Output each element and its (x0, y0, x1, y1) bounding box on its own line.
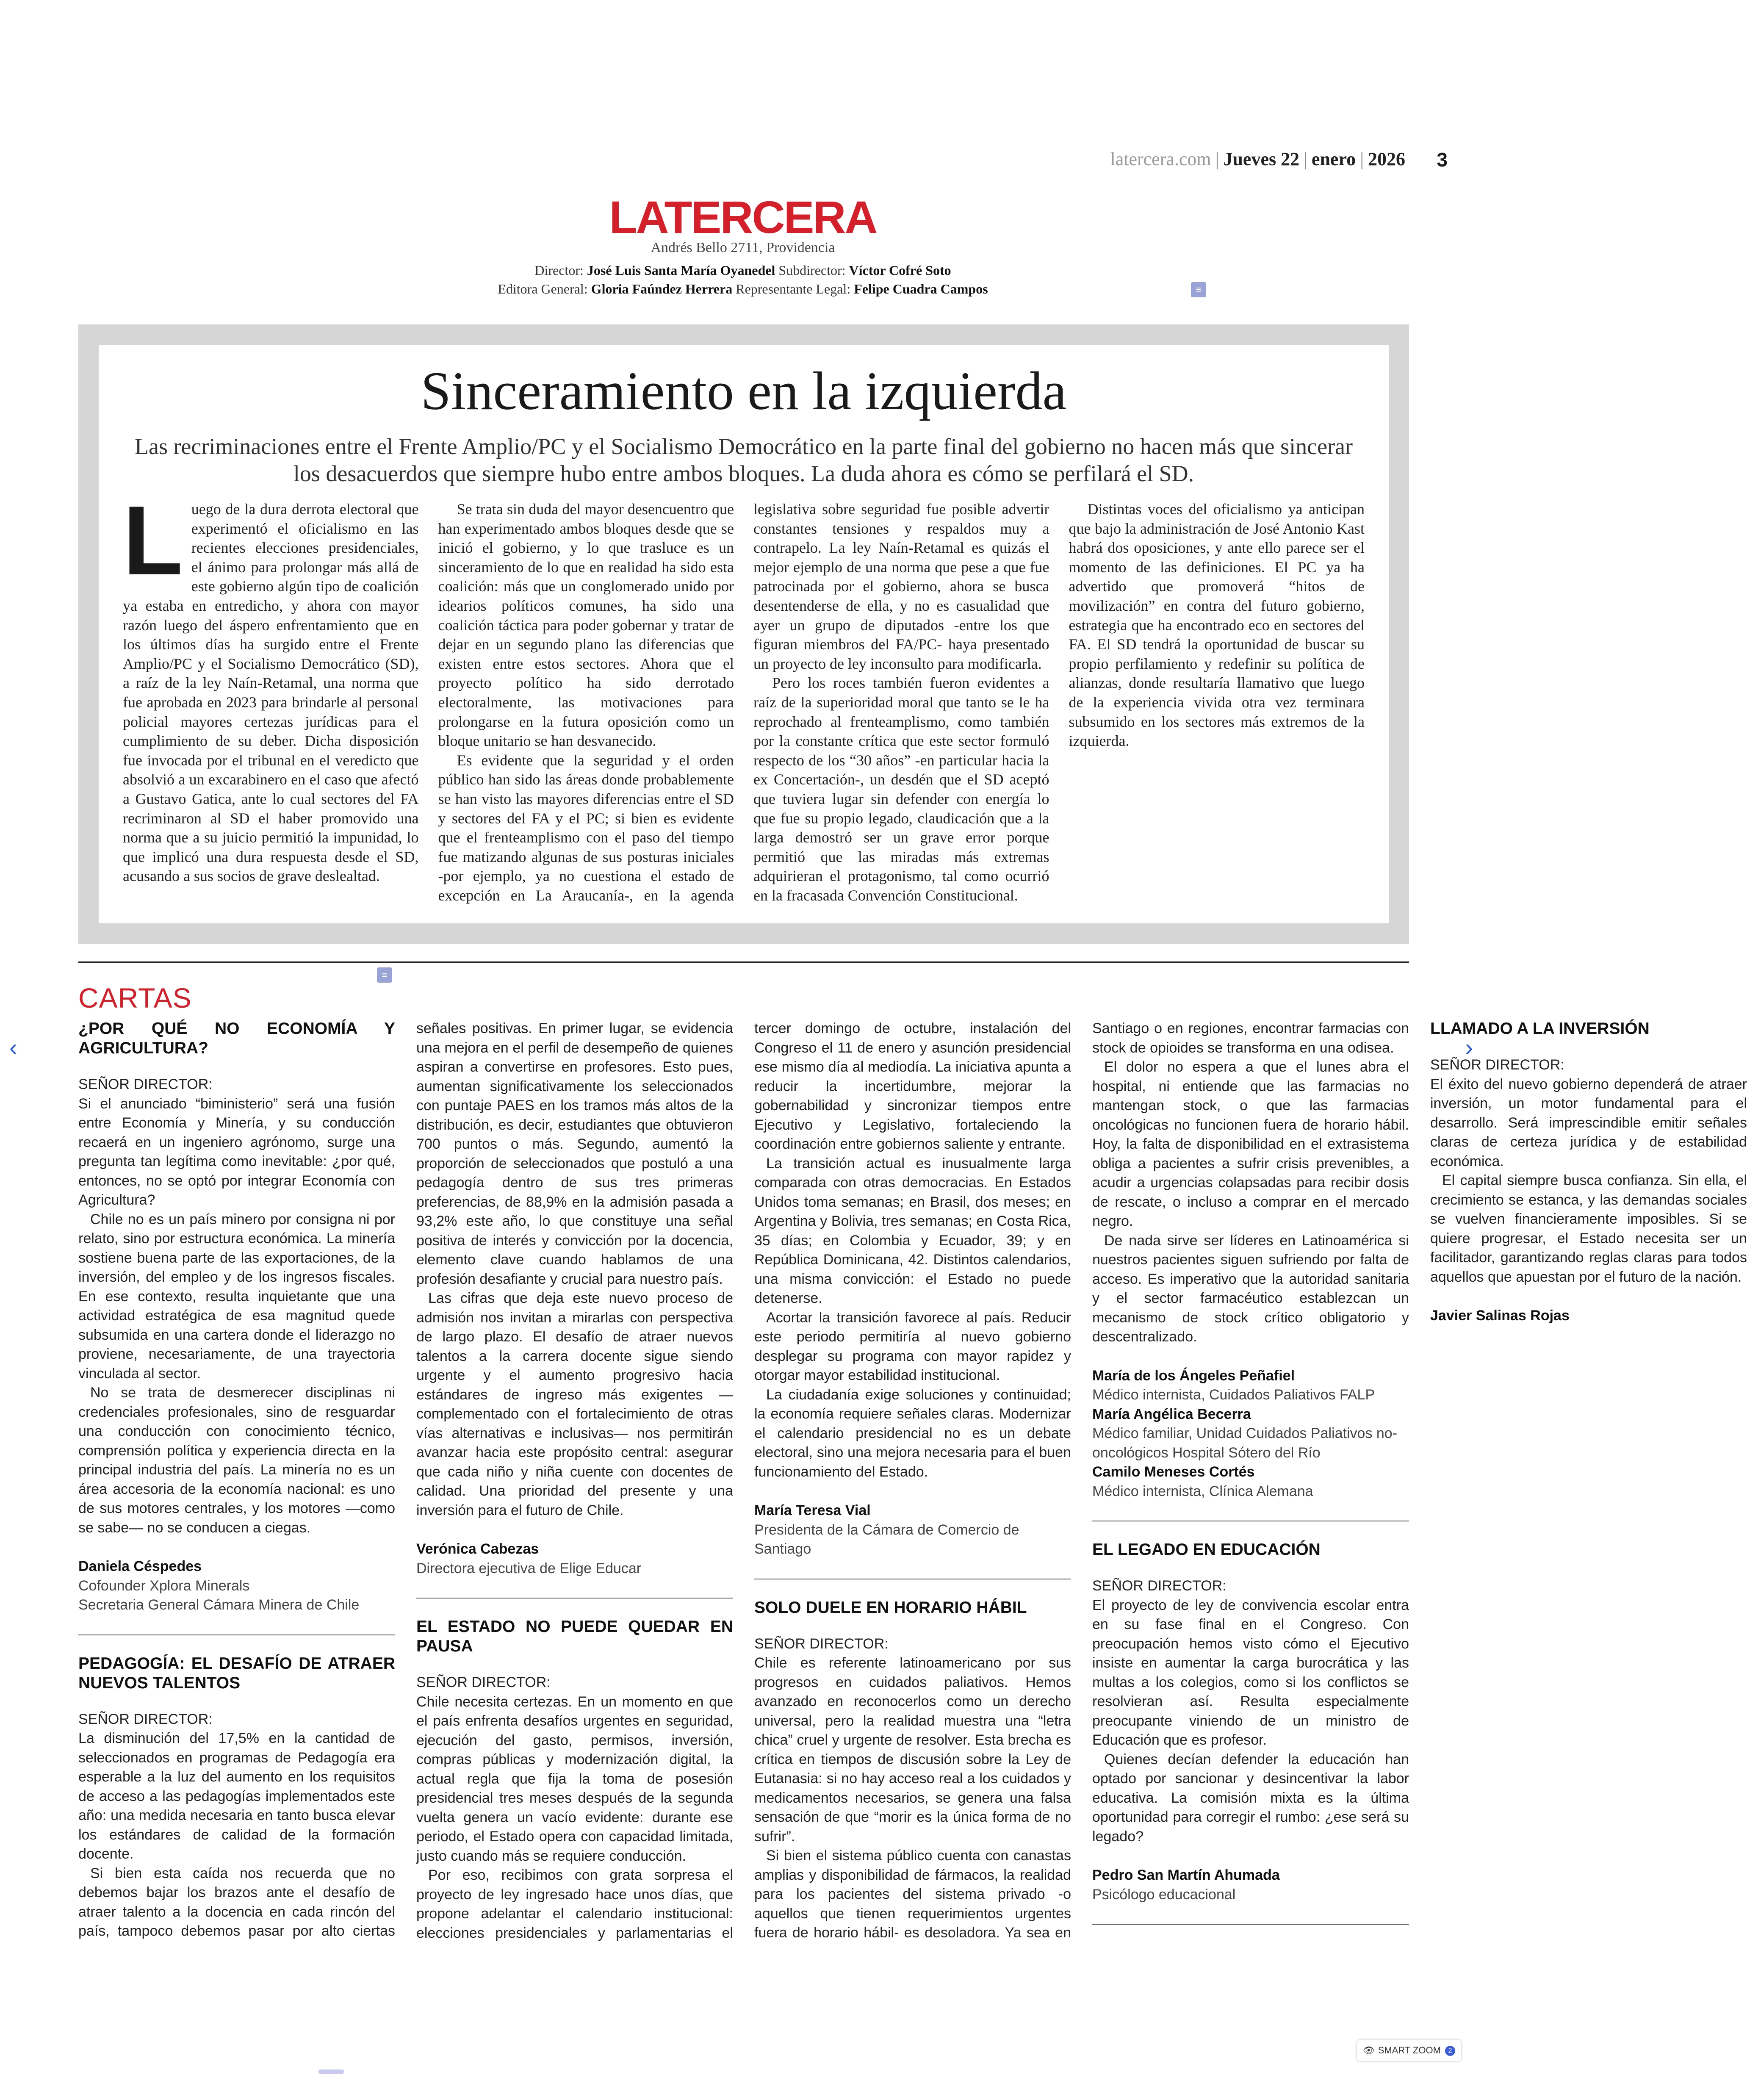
site-url: latercera.com (1110, 149, 1211, 169)
letter-signature: Javier Salinas Rojas (1430, 1308, 1570, 1324)
eye-icon: 👁 (1362, 2045, 1375, 2056)
letter-signature: María Angélica Becerra (1092, 1406, 1251, 1422)
letter-paragraph: Si bien esta caída nos recuerda que no debemos bajar los brazos ante el desafío de atraer talento a la docencia en cada rincón del país, tampoco debemos pasar por alto ciertas señales positivas. En primer lugar, se evidencia una mejora en el perfil de desempeño de quienes aspiran a convertirse en profesores. Esto pues, aumentan significativamente los seleccionados con puntaje PAES en los tramos más altos de la distribución, es decir, estudiantes que obtuvieron 700 puntos o más. Segundo, aumentó la proporción de seleccionados que postuló a una pedagogía dentro de sus tres primeras preferencias, de 88,9% en la admisión pasada a 93,2% este año, lo que constituye una señal positiva de interés y convicción por la docencia, elemento clave cuando hablamos de una profesión desafiante y crucial para nuestro país. (78, 1020, 733, 1939)
letter-paragraph: Si el anunciado “biministerio” será una fusión entre Economía y Minería, y su conducción recaerá en un ingeniero agrónomo, surge una pregunta tan legítima como inevitable: ¿por qué, entonces, no se optó por integrar Economía con Agricultura? (78, 1095, 395, 1208)
letter-paragraph: Chile necesita certezas. En un momento en que el país enfrenta desafíos urgentes en seguridad, ejecución del gasto, permisos, inversión, compras públicas y modernización digital, la actual regla que fija la toma de posesión presidencial tres meses después de la segunda vuelta genera un vacío evidente: durante ese periodo, el Estado opera con capacidad limitada, justo cuando más se requiere conducción. (416, 1693, 733, 1864)
page-scroll-indicator[interactable] (318, 2070, 344, 2074)
representante-name: Felipe Cuadra Campos (854, 281, 988, 296)
letter-signature: María Teresa Vial (754, 1502, 871, 1518)
previous-page-icon[interactable]: ‹ (9, 1034, 17, 1061)
letter-paragraph: Si bien el sistema público cuenta con canastas amplias y disponibilidad de fármacos, la realidad para los pacientes del sistema privado -o aquellos que tienen requerimientos urgentes fuera de horario hábil- es desoladora. Ya sea en Santiago o en regiones, encontrar farmacias con stock de opioides se transforma en una odisea. (754, 1020, 1409, 1941)
letter-title: SOLO DUELE EN HORARIO HÁBIL (754, 1598, 1027, 1617)
editorial-deck: Las recriminaciones entre el Frente Amplio/PC y el Socialismo Democrático en la parte final del gobierno no hacen más que sincerar los desacuerdos que siempre hubo entre ambos bloques. La duda ahora es cómo se perfilará el SD. (134, 434, 1353, 486)
date-month: enero (1311, 149, 1356, 169)
letter-role: Psicólogo educacional (1092, 1886, 1236, 1903)
next-page-icon[interactable]: › (1465, 1034, 1473, 1061)
section-title-cartas: CARTAS (78, 982, 192, 1014)
letter-paragraph: Acortar la transición favorece al país. Reducir este periodo permitiría al nuevo gobierno desplegar su programa con mayor rapidez y otorgar mayor estabilidad institucional. (754, 1309, 1071, 1383)
letter-signature: María de los Ángeles Peñafiel (1092, 1367, 1295, 1384)
letter-role: Presidenta de la Cámara de Comercio de Santiago (754, 1521, 1019, 1557)
newspaper-logo: LATERCERA (609, 191, 877, 243)
letter-paragraph: Chile es referente latinoamericano por sus progresos en cuidados paliativos. Hemos avanzado en reconocerlos como un derecho universal, pero la realidad muestra una “letra chica” cruel y urgente de resolver. Esta brecha es crítica en tiempos de discusión sobre la Ley de Eutanasia: si no hay acceso real a los cuidados y medicamentos necesarios, se genera una falsa sensación de que “morir es la única forma de no sufrir”. (754, 1655, 1071, 1845)
letter-paragraph: El capital siempre busca confianza. Sin ella, el crecimiento se estanca, y las demandas sociales se vuelven financieramente imposibles. Si se quiere progresar, el Estado necesita ser un facilitador, garantizando reglas claras para todos aquellos que apuestan por el futuro de la nación. (1430, 1172, 1747, 1285)
letter-paragraph: La disminución del 17,5% en la cantidad de seleccionados en programas de Pedagogía era esperable a la luz del aumento en los requisitos de acceso a las pedagogías implementados este año: una medida necesaria en tanto busca elevar los estándares de calidad de la formación docente. (78, 1730, 395, 1862)
letter-divider (1092, 1924, 1409, 1925)
letter-paragraph: No se trata de desmerecer disciplinas ni credenciales profesionales, sino de resguardar una conducción con conocimiento técnico, comprensión política y experiencia directa en la principal industria del país. La minería no es un área accesoria de la economía nacional: es uno de sus motores centrales, y los motores —como se sabe— no se conducen a ciegas. (78, 1385, 395, 1536)
letters-flow (78, 1019, 1747, 1959)
letter-salute: SEÑOR DIRECTOR: (78, 1076, 213, 1092)
text-view-icon[interactable]: ≡ (377, 967, 392, 983)
letter-signature: Verónica Cabezas (416, 1541, 539, 1557)
address: Andrés Bello 2711, Providencia (651, 240, 835, 255)
section-divider (78, 961, 1409, 963)
editorial-paragraph-5: Distintas voces del oficialismo ya anticipan que bajo la administración de José Antonio Kast habrá dos oposiciones, y ante ello parece ser el momento de las definiciones. El PC ya ha advertido que promoverá “hitos de movilización” en contra del futuro gobierno, estrategia que ha encontrado eco en sectores del FA. El SD tendrá la oportunidad de buscar su propio perfilamiento y redefinir su política de alianzas, donde resultaría llamativo que luego de la experiencia vivida otra vez terminara subsumido en los sectores más extremos de la izquierda. (1069, 501, 1365, 750)
letter-salute: SEÑOR DIRECTOR: (754, 1635, 889, 1652)
staff-line-2: Editora General: Gloria Faúndez Herrera Representante Legal: Felipe Cuadra Campos (498, 281, 988, 296)
date-year: 2026 (1368, 149, 1405, 169)
letter-paragraph: Las cifras que deja este nuevo proceso de admisión nos invitan a mirarlas con perspectiva de largo plazo. El desafío de atraer nuevos talentos a la carrera docente sigue siendo urgente y el aumento progresivo hacia estándares de ingreso más exigentes —complementado con el fortalecimiento de otras vías alternativas e inclusivas— nos permitirán avanzar hacia este propósito central: asegurar que cada niño y niña cuente con docentes de calidad. Una prioridad del presente y una inversión para el futuro de Chile. (416, 1290, 733, 1518)
letter-salute: SEÑOR DIRECTOR: (78, 1711, 213, 1727)
editorial-paragraph-4: Pero los roces también fueron evidentes a raíz de la superioridad moral que tanto se le ha reprochado al frenteamplismo, como también por la constante crítica que este sector formuló respecto de los “30 años” -en particular hacia la ex Concertación-, un desdén que el SD aceptó que tuviera lugar sin defender con energía lo que fue su propio legado, claudicación que a la larga demostró ser un grave error porque permitió que las miradas más extremas adquirieran el protagonismo, tal como ocurrió en la fracasada Convención Constitucional. (753, 674, 1049, 904)
letter-role: Médico familiar, Unidad Cuidados Paliativos no-oncológicos Hospital Sótero del Río (1092, 1425, 1398, 1461)
letter-title: PEDAGOGÍA: EL DESAFÍO DE ATRAER NUEVOS TALENTOS (78, 1654, 395, 1692)
letter-title: LLAMADO A LA INVERSIÓN (1430, 1020, 1650, 1038)
letter-role: Médico internista, Cuidados Paliativos FALP (1092, 1387, 1375, 1403)
letter-title: ¿POR QUÉ NO ECONOMÍA Y AGRICULTURA? (78, 1020, 395, 1057)
editora-name: Gloria Faúndez Herrera (591, 281, 733, 296)
letter-salute: SEÑOR DIRECTOR: (416, 1674, 551, 1690)
letter-salute: SEÑOR DIRECTOR: (1430, 1057, 1564, 1073)
editorial-body (123, 486, 1365, 915)
page-number: 3 (1437, 149, 1448, 171)
letter-title: EL ESTADO NO PUEDE QUEDAR EN PAUSA (416, 1618, 733, 1655)
letter-paragraph: El proyecto de ley de convivencia escolar entra en su fase final en el Congreso. Con preocupación hemos visto cómo el Ejecutivo insiste en aumentar la carga burocrática y las multas a los colegios, como si los conflictos se resolvieran así. Resulta especialmente preocupante viniendo de un ministro de Educación que es profesor. (1092, 1597, 1409, 1748)
letter-role: Secretaria General Cámara Minera de Chile (78, 1597, 360, 1613)
letter-paragraph: El éxito del nuevo gobierno dependerá de atraer inversión, un motor fundamental para el desarrollo. Será imprescindible emitir señales claras de certeza jurídica y de estabilidad económica. (1430, 1076, 1747, 1169)
smart-zoom-button[interactable] (1357, 2040, 1461, 2061)
letter-role: Médico internista, Clínica Alemana (1092, 1483, 1313, 1499)
letter-paragraph: Por eso, recibimos con grata sorpresa el proyecto de ley ingresado hace unos días, que propone adelantar el calendario institucional: elecciones presidenciales y parlamentarias el tercer domingo de octubre, instalación del Congreso el 11 de enero y asunción presidencial ese mismo día al mediodía. La iniciativa apunta a reducir la incertidumbre, mejorar la gobernabilidad y sincronizar tiempos entre Ejecutivo y Legislativo, fortaleciendo la coordinación entre gobiernos saliente y entrante. (416, 1020, 1071, 1941)
letter-paragraph: Chile no es un país minero por consigna ni por relato, sino por estructura económica. La minería sostiene buena parte de las exportaciones, de la inversión, del empleo y de los ingresos fiscales. En ese contexto, resulta inquietante que una actividad estratégica de esa magnitud quede subsumida en una cartera donde el liderazgo no proviene, necesariamente, de una trayectoria vinculada al sector. (78, 1211, 395, 1382)
letter-paragraph: De nada sirve ser líderes en Latinoamérica si nuestros pacientes siguen sufriendo por falta de acceso. Es imperativo que la autoridad sanitaria y el sector farmacéutico establezcan un mecanismo de stock crítico obligatorio y descentralizado. (1092, 1232, 1409, 1345)
letter-signature: Camilo Meneses Cortés (1092, 1464, 1255, 1480)
letter-paragraph: El dolor no espera a que el lunes abra el hospital, ni entiende que las farmacias no mantengan stock, o que las farmacias oncológicas no funcionen fuera de horario hábil. Hoy, la falta de disponibilidad en el extrasistema obliga a pacientes a sufrir crisis prevenibles, a acudir a urgencias colapsadas para recibir dosis de rescate, o incluso a comprar en el mercado negro. (1092, 1059, 1409, 1229)
editorial-title: Sinceramiento en la izquierda (421, 361, 1067, 421)
letter-paragraph: La transición actual es inusualmente larga comparada con otras democracias. En Estados Unidos toma semanas; en Brasil, dos meses; en Argentina y Bolivia, tres semanas; en Costa Rica, 35 días; en Colombia y Ecuador, 39; y en República Dominicana, 42. Distintos calendarios, una misma convicción: el Estado no puede detenerse. (754, 1155, 1071, 1306)
letter-signature: Pedro San Martín Ahumada (1092, 1867, 1280, 1883)
letter-salute: SEÑOR DIRECTOR: (1092, 1578, 1226, 1594)
drop-cap: L (123, 486, 183, 596)
editorial-paragraph-1: uego de la dura derrota electoral que experimentó el oficialismo en las recientes elecciones presidenciales, el ánimo para prolongar más allá de este gobierno algún tipo de coalición ya estaba en entredicho, y ahora con mayor razón luego del áspero enfrentamiento que en los últimos días ha surgido entre el Frente Amplio/PC y el Socialismo Democrático (SD), a raíz de la ley Naín-Retamal, una norma que fue aprobada en 2023 para brindarle al personal policial mayores certezas jurídicas para el cumplimiento de su deber. Dicha disposición fue invocada por el tribunal en el veredicto que absolvió a un excarabinero en el caso que afectó a Gustavo Gatica, ante lo cual sectores del FA recriminaron al SD el haber promovido una norma que a su juicio permitió la impunidad, lo que implicó una dura respuesta desde el SD, acusando a sus socios de grave deslealtad. (123, 501, 419, 885)
editorial-paragraph-2: Se trata sin duda del mayor desencuentro que han experimentado ambos bloques desde que se inició el gobierno, y lo que trasluce es un sinceramiento de lo que en realidad ha sido esta coalición: más que un conglomerado unido por idearios políticos comunes, ha sido una coalición táctica para poder gobernar y tratar de dejar en un segundo plano las diferencias que existen entre estos sectores. Ahora que el proyecto político ha sido derrotado electoralmente, las motivaciones para prolongarse en la futura oposición como un bloque unitario se han desvanecido. (438, 501, 734, 750)
subdirector-name: Víctor Cofré Soto (849, 263, 951, 278)
director-name: José Luis Santa María Oyanedel (587, 263, 775, 278)
text-view-icon[interactable]: ≡ (1191, 282, 1206, 297)
editorial-paragraph-3: Es evidente que la seguridad y el orden público han sido las áreas donde probablemente se han visto las mayores diferencias entre el SD y sectores del FA y el PC; si bien es evidente que el frenteamplismo con el paso del tiempo fue matizando algunas de sus posturas iniciales -por ejemplo, ya no cuestiona el estado de excepción en La Araucanía-, en la agenda legislativa sobre seguridad fue posible advertir constantes tensiones y respaldos muy a contrapelo. La ley Naín-Retamal es quizás el mejor ejemplo de una norma que pese a que fue patrocinada por el gobierno, ahora se busca desentenderse de ella, y no es casualidad que ayer un grupo de diputados -entre los que figuran miembros del FA/PC- haya presentado un proyecto de ley inconsulto para modificarla. (438, 501, 1049, 904)
letter-paragraph: Quienes decían defender la educación han optado por sancionar y desincentivar la labor educativa. La comisión mixta es la última oportunidad para corregir el rumbo: ¿ese será su legado? (1092, 1751, 1409, 1845)
letter-title: EL LEGADO EN EDUCACIÓN (1092, 1540, 1321, 1559)
dateline: latercera.com | Jueves 22 | enero | 2026 (1110, 149, 1405, 169)
letter-role: Cofounder Xplora Minerals (78, 1577, 250, 1594)
smart-zoom-count: 2 (1445, 2046, 1455, 2056)
letter-divider (416, 1598, 733, 1599)
letters-body (78, 1019, 1747, 1959)
letter-role: Directora ejecutiva de Elige Educar (416, 1560, 642, 1576)
smart-zoom-label: SMART ZOOM (1378, 2045, 1441, 2056)
letter-signature: Daniela Céspedes (78, 1558, 202, 1574)
letter-paragraph: La ciudadanía exige soluciones y continuidad; la economía requiere señales claras. Modernizar el calendario presidencial no es un debate electoral, sino una mejora necesaria para el buen funcionamiento del Estado. (754, 1386, 1071, 1480)
staff-line-1: Director: José Luis Santa María Oyanedel Subdirector: Víctor Cofré Soto (534, 263, 951, 278)
date-day: Jueves 22 (1223, 149, 1300, 169)
